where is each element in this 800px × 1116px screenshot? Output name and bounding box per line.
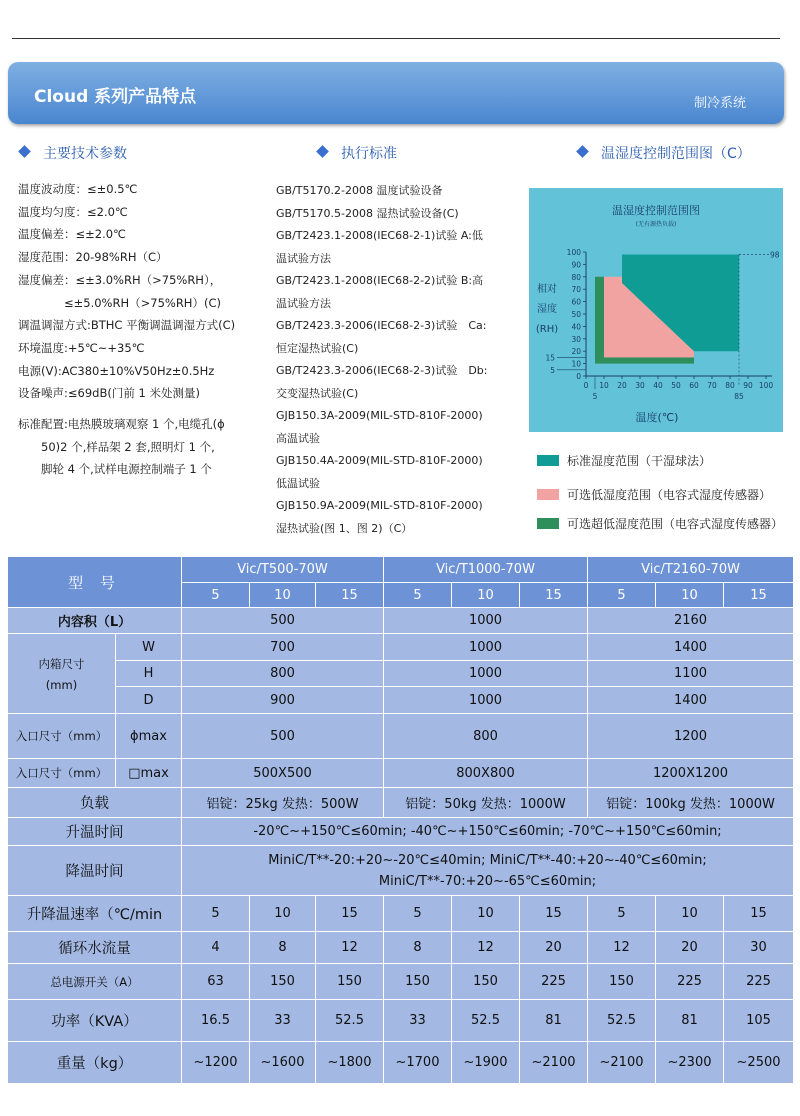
table-row bbox=[8, 846, 794, 896]
diamond-bullet-icon bbox=[316, 145, 329, 158]
table-row bbox=[8, 634, 794, 661]
dim-label: W bbox=[116, 634, 182, 661]
legend-swatch bbox=[537, 489, 559, 500]
y-tick-label: 80 bbox=[571, 272, 581, 282]
row-label: 内容积（L） bbox=[8, 608, 182, 634]
rate-header: 10 bbox=[656, 583, 724, 608]
rate-header: 15 bbox=[520, 583, 588, 608]
table-cell: 12 bbox=[588, 932, 656, 964]
table-cell: 150 bbox=[250, 964, 316, 1000]
table-cell: ~2500 bbox=[724, 1042, 794, 1084]
standard-line: GJB150.3A-2009(MIL-STD-810F-2000) bbox=[276, 409, 483, 422]
rate-header: 10 bbox=[452, 583, 520, 608]
chart-subtitle: (无有源热负载) bbox=[635, 221, 677, 228]
y-axis-label: 湿度 bbox=[537, 304, 557, 315]
table-cell: 700 bbox=[182, 634, 384, 661]
table-cell: 20 bbox=[656, 932, 724, 964]
x-tick-label: 20 bbox=[617, 381, 627, 390]
table-cell: 33 bbox=[250, 1000, 316, 1042]
table-cell: 500 bbox=[182, 608, 384, 634]
rate-header: 5 bbox=[182, 583, 250, 608]
table-cell: 30 bbox=[724, 932, 794, 964]
table-cell: ~2300 bbox=[656, 1042, 724, 1084]
legend-standard: 标准湿度范围（干湿球法） bbox=[537, 452, 711, 469]
table-cell: 150 bbox=[384, 964, 452, 1000]
y-tick-label-15: 15 bbox=[545, 353, 555, 363]
table-row bbox=[8, 1042, 794, 1084]
row-label: 重量（kg） bbox=[8, 1042, 182, 1084]
standard-line: GB/T2423.3-2006(IEC68-2-3)试验 Ca: bbox=[276, 319, 487, 332]
standard-line: GB/T2423.1-2008(IEC68-2-2)试验 B:高 bbox=[276, 274, 484, 287]
standard-line: GB/T5170.2-2008 温度试验设备 bbox=[276, 184, 443, 197]
standards-heading: 执行标准 bbox=[318, 143, 397, 163]
param-line: 温度偏差：≤±2.0℃ bbox=[18, 227, 126, 242]
x-tick-label: 80 bbox=[725, 381, 735, 390]
x-tick-label: 40 bbox=[653, 381, 663, 390]
table-header-row bbox=[8, 557, 794, 583]
table-row bbox=[8, 661, 794, 687]
table-cell: 1200 bbox=[588, 714, 794, 759]
table-cell: ~1800 bbox=[316, 1042, 384, 1084]
x-tick-label: 70 bbox=[707, 381, 717, 390]
param-line: 温度均匀度：≤2.0℃ bbox=[18, 204, 128, 219]
table-cell: 10 bbox=[656, 896, 724, 932]
model-name: Vic/T1000-70W bbox=[384, 557, 588, 583]
table-cell: 12 bbox=[316, 932, 384, 964]
table-cell: 铝锭：100kg 发热：1000W bbox=[588, 788, 794, 818]
y-tick-label: 10 bbox=[571, 359, 581, 369]
dim-label: D bbox=[116, 687, 182, 714]
standard-line: 高温试验 bbox=[276, 431, 320, 445]
table-cell: 150 bbox=[588, 964, 656, 1000]
table-row bbox=[8, 759, 794, 788]
table-cell: 52.5 bbox=[588, 1000, 656, 1042]
y-tick-label: 70 bbox=[571, 285, 581, 295]
table-cell: 4 bbox=[182, 932, 250, 964]
table-cell: 63 bbox=[182, 964, 250, 1000]
row-label: 内箱尺寸 (mm) bbox=[8, 634, 116, 714]
rate-header: 10 bbox=[250, 583, 316, 608]
table-row bbox=[8, 932, 794, 964]
table-cell: 1000 bbox=[384, 661, 588, 687]
table-cell: 15 bbox=[316, 896, 384, 932]
table-cell: 225 bbox=[656, 964, 724, 1000]
row-label: 总电源开关（A） bbox=[8, 964, 182, 1000]
banner-subtitle: 制冷系统 bbox=[693, 96, 746, 111]
x-tick-label: 50 bbox=[671, 381, 681, 390]
row-label: 入口尺寸（mm） bbox=[8, 759, 116, 788]
row-label: 升温时间 bbox=[8, 818, 182, 846]
legend-low: 可选低湿度范围（电容式湿度传感器） bbox=[537, 486, 771, 503]
params-list bbox=[18, 178, 276, 481]
standard-line: 温试验方法 bbox=[276, 296, 331, 310]
label-85: 85 bbox=[734, 392, 744, 401]
table-cell: 16.5 bbox=[182, 1000, 250, 1042]
table-cell: 1400 bbox=[588, 687, 794, 714]
x-tick-label-5: 5 bbox=[592, 392, 598, 401]
table-cell: MiniC/T**-20:+20~-20℃≤40min; MiniC/T**-40:+20~-40℃≤60min; MiniC/T**-70:+20~-65℃≤60min; bbox=[182, 846, 794, 896]
table-cell: 15 bbox=[724, 896, 794, 932]
table-row bbox=[8, 608, 794, 634]
table-cell: 800X800 bbox=[384, 759, 588, 788]
model-name: Vic/T500-70W bbox=[182, 557, 384, 583]
params-heading: 主要技术参数 bbox=[20, 143, 127, 163]
row-label: 负载 bbox=[8, 788, 182, 818]
table-cell: 5 bbox=[588, 896, 656, 932]
dim-label: H bbox=[116, 661, 182, 687]
param-line: 50)2 个,样品架 2 套,照明灯 1 个, bbox=[18, 439, 215, 454]
table-row bbox=[8, 788, 794, 818]
param-line: 温度波动度：≤±0.5℃ bbox=[18, 182, 138, 196]
standard-line: GJB150.9A-2009(MIL-STD-810F-2000) bbox=[276, 499, 483, 512]
y-tick-label: 0 bbox=[576, 372, 581, 381]
table-cell: 20 bbox=[520, 932, 588, 964]
standard-line: 湿热试验(图 1、图 2)（C） bbox=[276, 521, 413, 535]
header-banner bbox=[8, 62, 784, 124]
table-cell: ~1900 bbox=[452, 1042, 520, 1084]
row-label: 功率（KVA） bbox=[8, 1000, 182, 1042]
table-cell: 1400 bbox=[588, 634, 794, 661]
table-cell: 800 bbox=[384, 714, 588, 759]
x-tick-label: 10 bbox=[599, 381, 609, 390]
standard-line: 交变湿热试验(C) bbox=[276, 386, 359, 400]
rate-header: 15 bbox=[724, 583, 794, 608]
table-cell: 105 bbox=[724, 1000, 794, 1042]
table-cell: ~2100 bbox=[588, 1042, 656, 1084]
table-cell: 1000 bbox=[384, 687, 588, 714]
standard-line: GB/T5170.5-2008 湿热试验设备(C) bbox=[276, 206, 459, 220]
banner-title: Cloud 系列产品特点 bbox=[34, 87, 197, 107]
table-row bbox=[8, 896, 794, 932]
table-cell: 1200X1200 bbox=[588, 759, 794, 788]
table-cell: 10 bbox=[250, 896, 316, 932]
table-cell: 225 bbox=[724, 964, 794, 1000]
table-cell: 800 bbox=[182, 661, 384, 687]
table-cell: 150 bbox=[452, 964, 520, 1000]
table-cell: ~2100 bbox=[520, 1042, 588, 1084]
table-cell: 2160 bbox=[588, 608, 794, 634]
row-label: 循环水流量 bbox=[8, 932, 182, 964]
table-row bbox=[8, 714, 794, 759]
standard-line: GJB150.4A-2009(MIL-STD-810F-2000) bbox=[276, 454, 483, 467]
table-cell: ~1600 bbox=[250, 1042, 316, 1084]
y-tick-label: 20 bbox=[571, 347, 581, 357]
table-row bbox=[8, 964, 794, 1000]
x-tick-label: 0 bbox=[583, 381, 589, 390]
table-cell: 1100 bbox=[588, 661, 794, 687]
spec-table bbox=[7, 556, 794, 1084]
table-cell: 8 bbox=[250, 932, 316, 964]
rate-header: 15 bbox=[316, 583, 384, 608]
rate-header: 5 bbox=[384, 583, 452, 608]
y-tick-label: 60 bbox=[571, 297, 581, 307]
table-row bbox=[8, 1000, 794, 1042]
table-cell: 52.5 bbox=[316, 1000, 384, 1042]
table-cell: 10 bbox=[452, 896, 520, 932]
standards-list bbox=[276, 180, 501, 540]
table-cell: 15 bbox=[520, 896, 588, 932]
label-98: 98 bbox=[770, 250, 780, 260]
table-cell: 81 bbox=[520, 1000, 588, 1042]
table-cell: ~1200 bbox=[182, 1042, 250, 1084]
table-cell: 33 bbox=[384, 1000, 452, 1042]
table-cell: 900 bbox=[182, 687, 384, 714]
table-cell: 52.5 bbox=[452, 1000, 520, 1042]
table-cell: 500 bbox=[182, 714, 384, 759]
y-axis-label: 相对 bbox=[537, 284, 557, 295]
standard-line: GB/T2423.3-2006(IEC68-2-3)试验 Db: bbox=[276, 364, 488, 377]
param-line: 湿度范围：20-98%RH（C） bbox=[18, 250, 168, 265]
chart-heading: 温湿度控制范围图（C） bbox=[578, 143, 751, 163]
y-axis-label: (RH) bbox=[535, 324, 559, 335]
standard-line: 恒定湿热试验(C) bbox=[276, 341, 359, 355]
x-tick-label: 100 bbox=[758, 381, 774, 390]
table-cell: 铝锭：25kg 发热：500W bbox=[182, 788, 384, 818]
x-axis-label: 温度(℃) bbox=[635, 411, 679, 424]
table-cell: 铝锭：50kg 发热：1000W bbox=[384, 788, 588, 818]
table-row bbox=[8, 818, 794, 846]
param-line: ≤±5.0%RH（>75%RH）(C) bbox=[18, 295, 221, 310]
table-row bbox=[8, 687, 794, 714]
y-tick-label: 40 bbox=[571, 322, 581, 332]
x-tick-label: 60 bbox=[689, 381, 699, 390]
table-cell: 225 bbox=[520, 964, 588, 1000]
table-cell: 500X500 bbox=[182, 759, 384, 788]
table-cell: 8 bbox=[384, 932, 452, 964]
chart-title: 温湿度控制范围图 bbox=[612, 204, 700, 217]
chart-svg bbox=[529, 188, 783, 432]
y-tick-label: 90 bbox=[571, 260, 581, 270]
table-cell: -20℃~+150℃≤60min; -40℃~+150℃≤60min; -70℃~+150℃≤60min; bbox=[182, 818, 794, 846]
legend-swatch bbox=[537, 518, 559, 529]
sub-label: □max bbox=[116, 759, 182, 788]
table-cell: 1000 bbox=[384, 608, 588, 634]
chart-plot-area bbox=[545, 248, 779, 401]
table-cell: 150 bbox=[316, 964, 384, 1000]
table-cell: ~1700 bbox=[384, 1042, 452, 1084]
row-label: 入口尺寸（mm） bbox=[8, 714, 116, 759]
diamond-bullet-icon bbox=[576, 145, 589, 158]
y-tick-label-5: 5 bbox=[550, 365, 555, 375]
model-name: Vic/T2160-70W bbox=[588, 557, 794, 583]
humidity-range-chart bbox=[529, 188, 783, 432]
table-cell: 1000 bbox=[384, 634, 588, 661]
legend-swatch bbox=[537, 455, 559, 466]
param-line: 电源(V):AC380±10%V50Hz±0.5Hz bbox=[18, 363, 215, 378]
param-line: 湿度偏差：≤±3.0%RH（>75%RH）， bbox=[18, 272, 222, 287]
param-line: 标准配置:电热膜玻璃观察 1 个,电缆孔(ϕ bbox=[18, 417, 225, 432]
row-label: 升降温速率（℃/min bbox=[8, 896, 182, 932]
param-line: 脚轮 4 个,试样电源控制端子 1 个 bbox=[18, 462, 212, 477]
standard-line: 温试验方法 bbox=[276, 251, 331, 265]
row-label: 降温时间 bbox=[8, 846, 182, 896]
x-tick-label: 30 bbox=[635, 381, 645, 390]
y-tick-label: 50 bbox=[571, 310, 581, 319]
legend-ultra-low: 可选超低湿度范围（电容式湿度传感器） bbox=[537, 515, 783, 532]
table-cell: 81 bbox=[656, 1000, 724, 1042]
top-rule bbox=[12, 38, 780, 39]
table-cell: 12 bbox=[452, 932, 520, 964]
sub-label: ϕmax bbox=[116, 714, 182, 759]
standard-line: 低温试验 bbox=[276, 476, 320, 490]
x-tick-label: 90 bbox=[743, 381, 753, 390]
param-line: 设备噪声:≤69dB(门前 1 米处测量) bbox=[18, 386, 200, 401]
standard-line: GB/T2423.1-2008(IEC68-2-1)试验 A:低 bbox=[276, 229, 483, 242]
diamond-bullet-icon bbox=[18, 145, 31, 158]
param-line: 环境温度:+5℃~+35℃ bbox=[18, 340, 145, 355]
table-cell: 5 bbox=[384, 896, 452, 932]
table-cell: 5 bbox=[182, 896, 250, 932]
param-line: 调温调湿方式:BTHC 平衡调温调湿方式(C) bbox=[18, 318, 236, 333]
rate-header: 5 bbox=[588, 583, 656, 608]
model-label: 型 号 bbox=[8, 557, 182, 608]
y-tick-label: 100 bbox=[566, 248, 581, 257]
y-tick-label: 30 bbox=[571, 334, 581, 344]
